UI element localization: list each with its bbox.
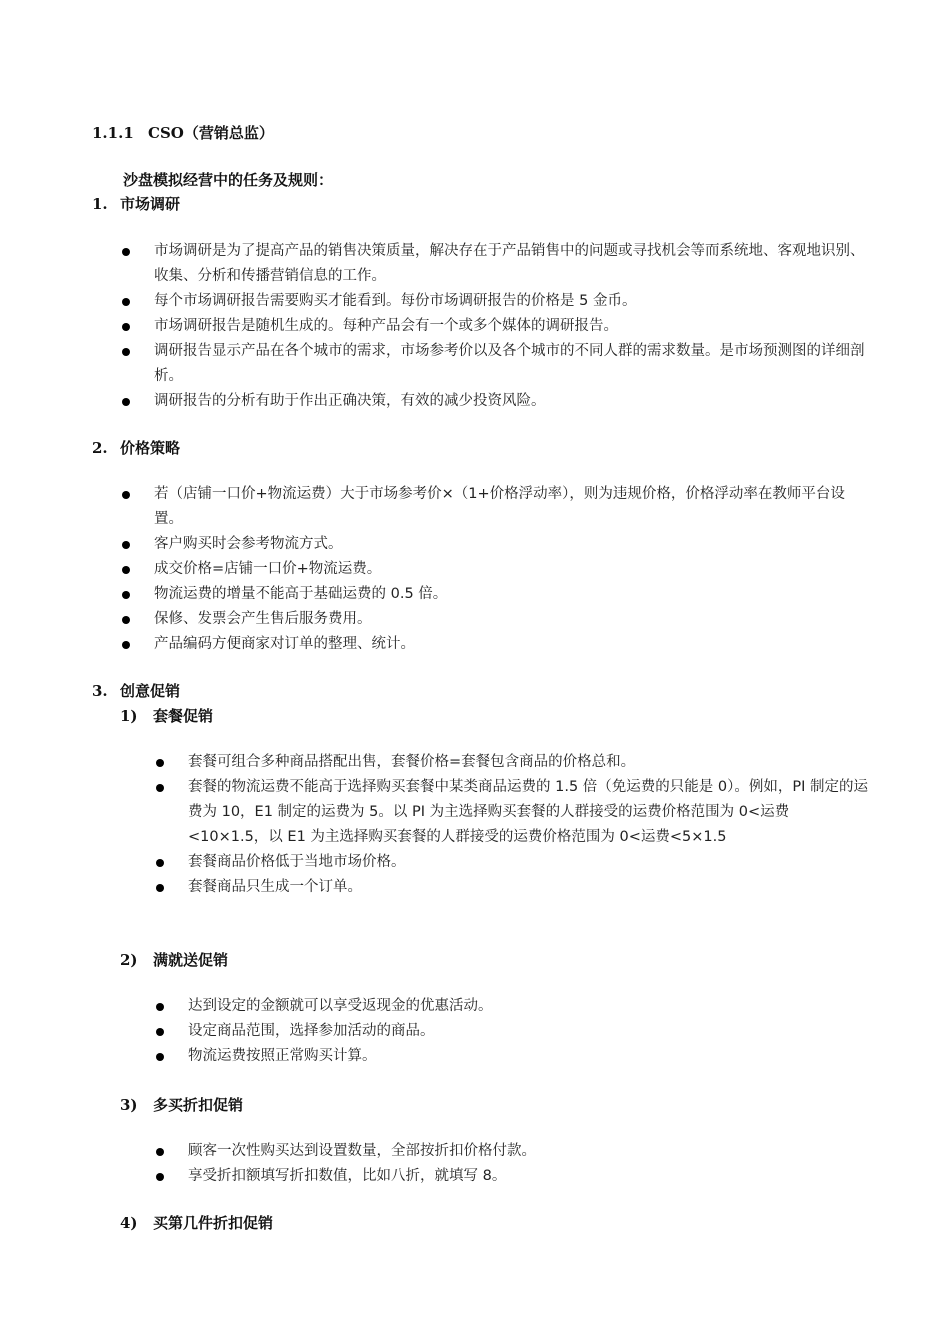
- heading-title: CSO（营销总监）: [148, 124, 274, 142]
- subsection-number: 1): [120, 707, 138, 725]
- list-item: 市场调研是为了提高产品的销售决策质量，解决存在于产品销售中的问题或寻找机会等而系统地、客观地识别、收集、分析和传播营销信息的工作。: [154, 239, 874, 289]
- heading-number: 1.1.1: [92, 124, 134, 142]
- subsection-2-heading: [120, 950, 228, 970]
- section-2-bullet-list: [154, 482, 854, 657]
- intro-text: 沙盘模拟经营中的任务及规则：: [123, 171, 334, 189]
- section-title: 创意促销: [120, 682, 181, 700]
- list-item: 市场调研报告是随机生成的。每种产品会有一个或多个媒体的调研报告。: [154, 314, 874, 339]
- list-item: 每个市场调研报告需要购买才能看到。每份市场调研报告的价格是 5 金币。: [154, 289, 874, 314]
- list-item: 产品编码方便商家对订单的整理、统计。: [154, 632, 854, 657]
- subsection-2-bullet-list: [188, 994, 868, 1069]
- subsection-title: 买第几件折扣促销: [153, 1214, 274, 1232]
- subsection-4-heading: [120, 1213, 273, 1233]
- section-heading: [92, 123, 274, 143]
- section-number: 1.: [92, 195, 108, 213]
- list-item: 套餐可组合多种商品搭配出售，套餐价格=套餐包含商品的价格总和。: [188, 750, 868, 775]
- section-title: 价格策略: [120, 439, 181, 457]
- subsection-3-heading: [120, 1095, 243, 1115]
- list-item: 设定商品范围，选择参加活动的商品。: [188, 1019, 868, 1044]
- section-3-heading: [92, 681, 180, 701]
- subsection-title: 多买折扣促销: [153, 1096, 244, 1114]
- section-1-heading: [92, 194, 180, 214]
- list-item: 成交价格=店铺一口价+物流运费。: [154, 557, 854, 582]
- list-item: 套餐商品只生成一个订单。: [188, 875, 868, 900]
- section-2-heading: [92, 438, 180, 458]
- subsection-1-bullet-list: [188, 750, 868, 900]
- section-number: 3.: [92, 682, 108, 700]
- section-title: 市场调研: [120, 195, 181, 213]
- subsection-number: 3): [120, 1096, 138, 1114]
- list-item: 物流运费按照正常购买计算。: [188, 1044, 868, 1069]
- subsection-1-heading: [120, 706, 213, 726]
- section-number: 2.: [92, 439, 108, 457]
- list-item: 若（店铺一口价+物流运费）大于市场参考价×（1+价格浮动率），则为违规价格，价格浮动率在教师平台设置。: [154, 482, 854, 532]
- subsection-title: 套餐促销: [153, 707, 214, 725]
- list-item: 保修、发票会产生售后服务费用。: [154, 607, 854, 632]
- subsection-number: 4): [120, 1214, 138, 1232]
- subsection-3-bullet-list: [188, 1139, 868, 1189]
- subsection-number: 2): [120, 951, 138, 969]
- list-item: 享受折扣额填写折扣数值，比如八折，就填写 8。: [188, 1164, 868, 1189]
- list-item: 客户购买时会参考物流方式。: [154, 532, 854, 557]
- list-item: 套餐商品价格低于当地市场价格。: [188, 850, 868, 875]
- list-item: 达到设定的金额就可以享受返现金的优惠活动。: [188, 994, 868, 1019]
- subsection-title: 满就送促销: [153, 951, 229, 969]
- list-item: 调研报告显示产品在各个城市的需求，市场参考价以及各个城市的不同人群的需求数量。是市场预测图的详细剖析。: [154, 339, 874, 389]
- section-1-bullet-list: [154, 239, 874, 414]
- list-item: 顾客一次性购买达到设置数量，全部按折扣价格付款。: [188, 1139, 868, 1164]
- list-item: 物流运费的增量不能高于基础运费的 0.5 倍。: [154, 582, 854, 607]
- list-item: 调研报告的分析有助于作出正确决策，有效的减少投资风险。: [154, 389, 874, 414]
- list-item: 套餐的物流运费不能高于选择购买套餐中某类商品运费的 1.5 倍（免运费的只能是 0）。例如，PI 制定的运费为 10，E1 制定的运费为 5。以 PI 为主选择购买套餐的人群接受的运费价格范围为 0<运费<10×1.5，以 E1 为主选择购买套餐的人群接受的运费价格范围为 0<运费<5×1.5: [188, 775, 868, 850]
